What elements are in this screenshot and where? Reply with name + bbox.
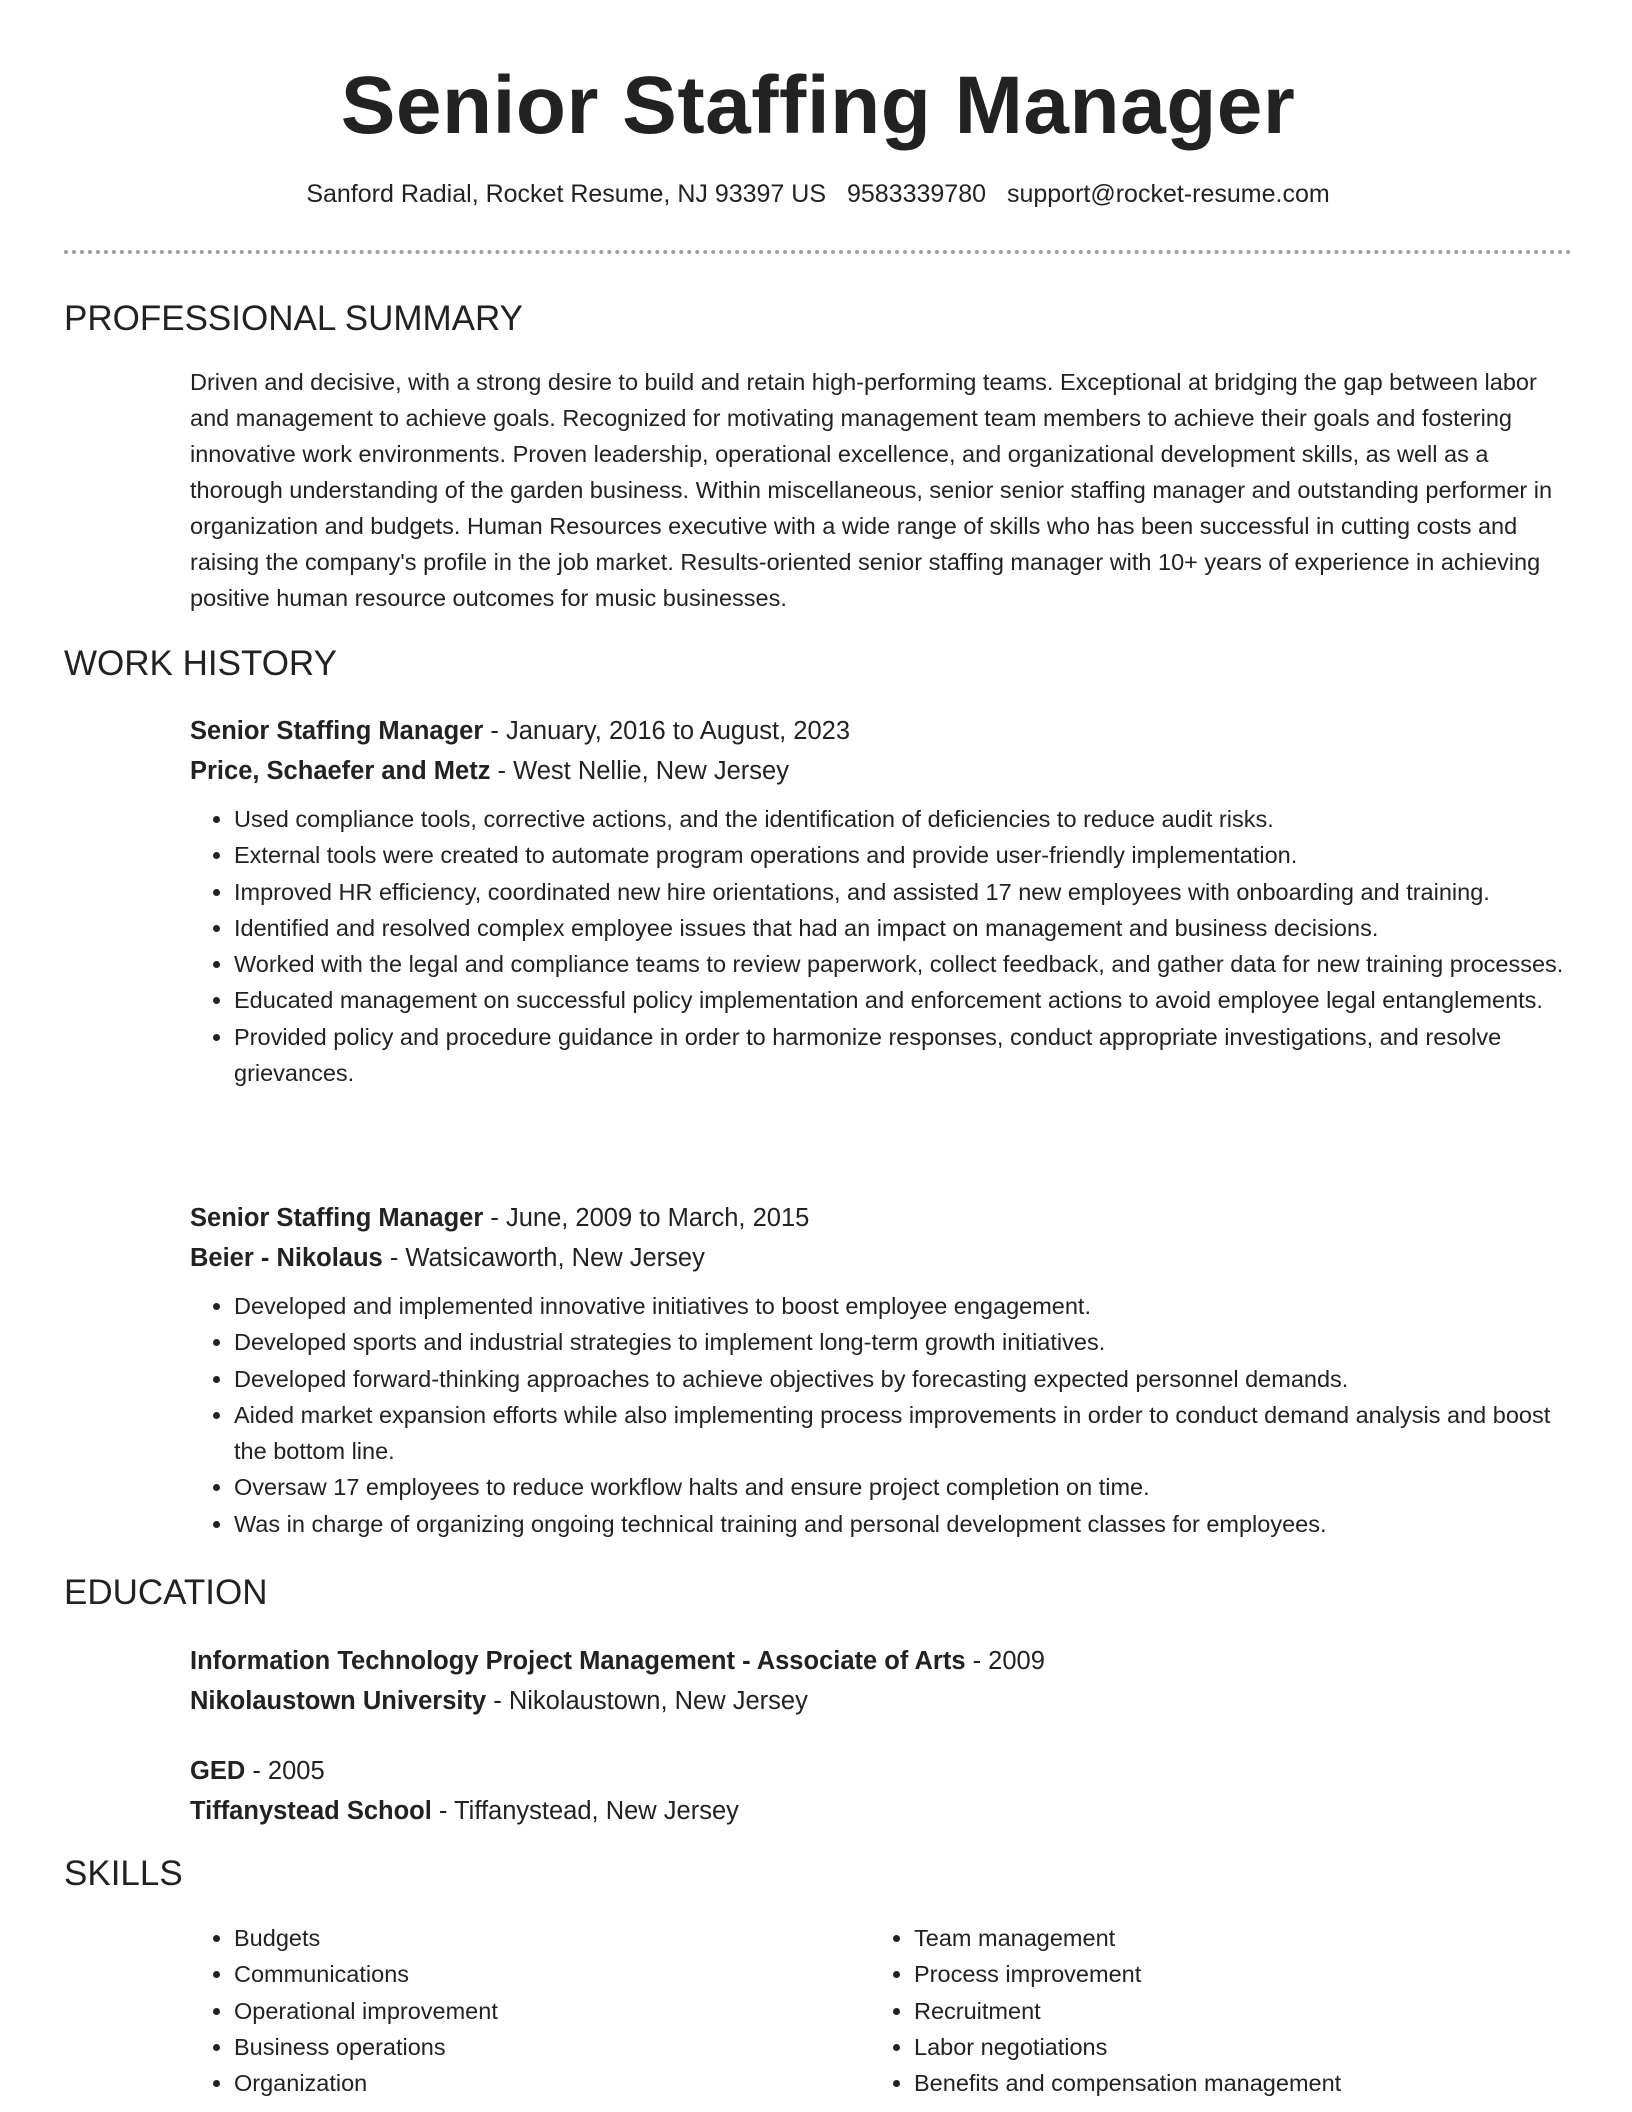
list-item: • Labor negotiations [914, 2029, 1510, 2065]
education-school: Nikolaustown University [190, 1687, 487, 1715]
work-history-heading: WORK HISTORY [64, 644, 337, 683]
education-heading: EDUCATION [64, 1573, 268, 1612]
education-degree: Information Technology Project Management - Associate of Arts [190, 1647, 966, 1675]
list-item: • Budgets [234, 1920, 830, 1956]
skills-heading: SKILLS [64, 1854, 183, 1893]
education-entry [190, 1751, 1572, 1831]
list-item: • Provided policy and procedure guidance in order to harmonize responses, conduct appropriate investigations, and resolve grievances. [234, 1019, 1572, 1092]
list-item: • Aided market expansion efforts while also implementing process improvements in order to conduct demand analysis and boost the bottom line. [234, 1397, 1572, 1470]
education-location: - Nikolaustown, New Jersey [486, 1687, 808, 1715]
contact-phone: 9583339780 [846, 180, 987, 208]
education-school: Tiffanystead School [190, 1797, 432, 1825]
list-item: • External tools were created to automate program operations and provide user-friendly implementation. [234, 837, 1572, 873]
job-role-line [190, 711, 1572, 751]
list-item: • Team management [914, 1920, 1510, 1956]
list-item: • Improved HR efficiency, coordinated new hire orientations, and assisted 17 new employees with onboarding and training. [234, 874, 1572, 910]
education-location: - Tiffanystead, New Jersey [431, 1797, 739, 1825]
skills-column-left [190, 1920, 830, 2101]
list-item: • Operational improvement [234, 1993, 830, 2029]
job-company: Price, Schaefer and Metz [190, 757, 491, 785]
education-degree-line [190, 1751, 1572, 1791]
header-divider [64, 250, 1572, 254]
list-item: • Identified and resolved complex employee issues that had an impact on management and business decisions. [234, 910, 1572, 946]
job-role-line [190, 1198, 1572, 1238]
contact-email: support@rocket-resume.com [1006, 180, 1330, 208]
list-item: • Developed forward-thinking approaches to achieve objectives by forecasting expected personnel demands. [234, 1361, 1572, 1397]
job-bullets [190, 801, 1572, 1091]
list-item: • Benefits and compensation management [914, 2065, 1510, 2101]
job-role: Senior Staffing Manager [190, 1204, 484, 1232]
job-dates: - June, 2009 to March, 2015 [483, 1204, 810, 1232]
list-item: • Educated management on successful policy implementation and enforcement actions to avoid employee legal entanglements. [234, 982, 1572, 1018]
contact-line [64, 178, 1572, 210]
education-school-line [190, 1791, 1572, 1831]
list-item: • Oversaw 17 employees to reduce workflow halts and ensure project completion on time. [234, 1469, 1572, 1505]
education-entry [190, 1641, 1572, 1721]
education-degree: GED [190, 1757, 246, 1785]
job-role: Senior Staffing Manager [190, 717, 484, 745]
job-location: - Watsicaworth, New Jersey [382, 1244, 705, 1272]
job-company-line [190, 1238, 1572, 1278]
education-degree-line [190, 1641, 1572, 1681]
summary-section [190, 364, 1572, 616]
job-location: - West Nellie, New Jersey [490, 757, 789, 785]
resume-title: Senior Staffing Manager [340, 60, 1296, 151]
resume-page [64, 0, 1572, 2097]
list-item: • Worked with the legal and compliance teams to review paperwork, collect feedback, and gather data for new training processes. [234, 946, 1572, 982]
list-item: • Developed sports and industrial strategies to implement long-term growth initiatives. [234, 1324, 1572, 1360]
list-item: • Recruitment [914, 1993, 1510, 2029]
summary-heading: PROFESSIONAL SUMMARY [64, 299, 523, 338]
list-item: • Used compliance tools, corrective actions, and the identification of deficiencies to reduce audit risks. [234, 801, 1572, 837]
education-year: - 2005 [245, 1757, 325, 1785]
skills-column-right [870, 1920, 1510, 2101]
skills-list [190, 1920, 830, 2101]
contact-address: Sanford Radial, Rocket Resume, NJ 93397 US [306, 180, 827, 208]
list-item: • Communications [234, 1956, 830, 1992]
list-item: • Business operations [234, 2029, 830, 2065]
list-item: • Was in charge of organizing ongoing technical training and personal development classes for employees. [234, 1506, 1572, 1542]
job-entry [190, 711, 1572, 1091]
skills-list [870, 1920, 1510, 2101]
summary-text: Driven and decisive, with a strong desire to build and retain high-performing teams. Exceptional at bridging the gap between labor and management to achieve goals. Recognized for motivating management team members to achieve their goals and fostering innovative work environments. Proven leadership, operational excellence, and organizational development skills, as well as a thorough understanding of the garden business. Within miscellaneous, senior senior staffing manager and outstanding performer in organization and budgets. Human Resources executive with a wide range of skills who has been successful in cutting costs and raising the company's profile in the job market. Results-oriented senior staffing manager with 10+ years of experience in achieving positive human resource outcomes for music businesses. [190, 369, 1553, 611]
job-company: Beier - Nikolaus [190, 1244, 383, 1272]
job-dates: - January, 2016 to August, 2023 [483, 717, 850, 745]
job-entry [190, 1198, 1572, 1542]
education-school-line [190, 1681, 1572, 1721]
list-item: • Organization [234, 2065, 830, 2101]
list-item: • Process improvement [914, 1956, 1510, 1992]
education-year: - 2009 [965, 1647, 1045, 1675]
job-bullets [190, 1288, 1572, 1542]
list-item: • Developed and implemented innovative initiatives to boost employee engagement. [234, 1288, 1572, 1324]
job-company-line [190, 751, 1572, 791]
